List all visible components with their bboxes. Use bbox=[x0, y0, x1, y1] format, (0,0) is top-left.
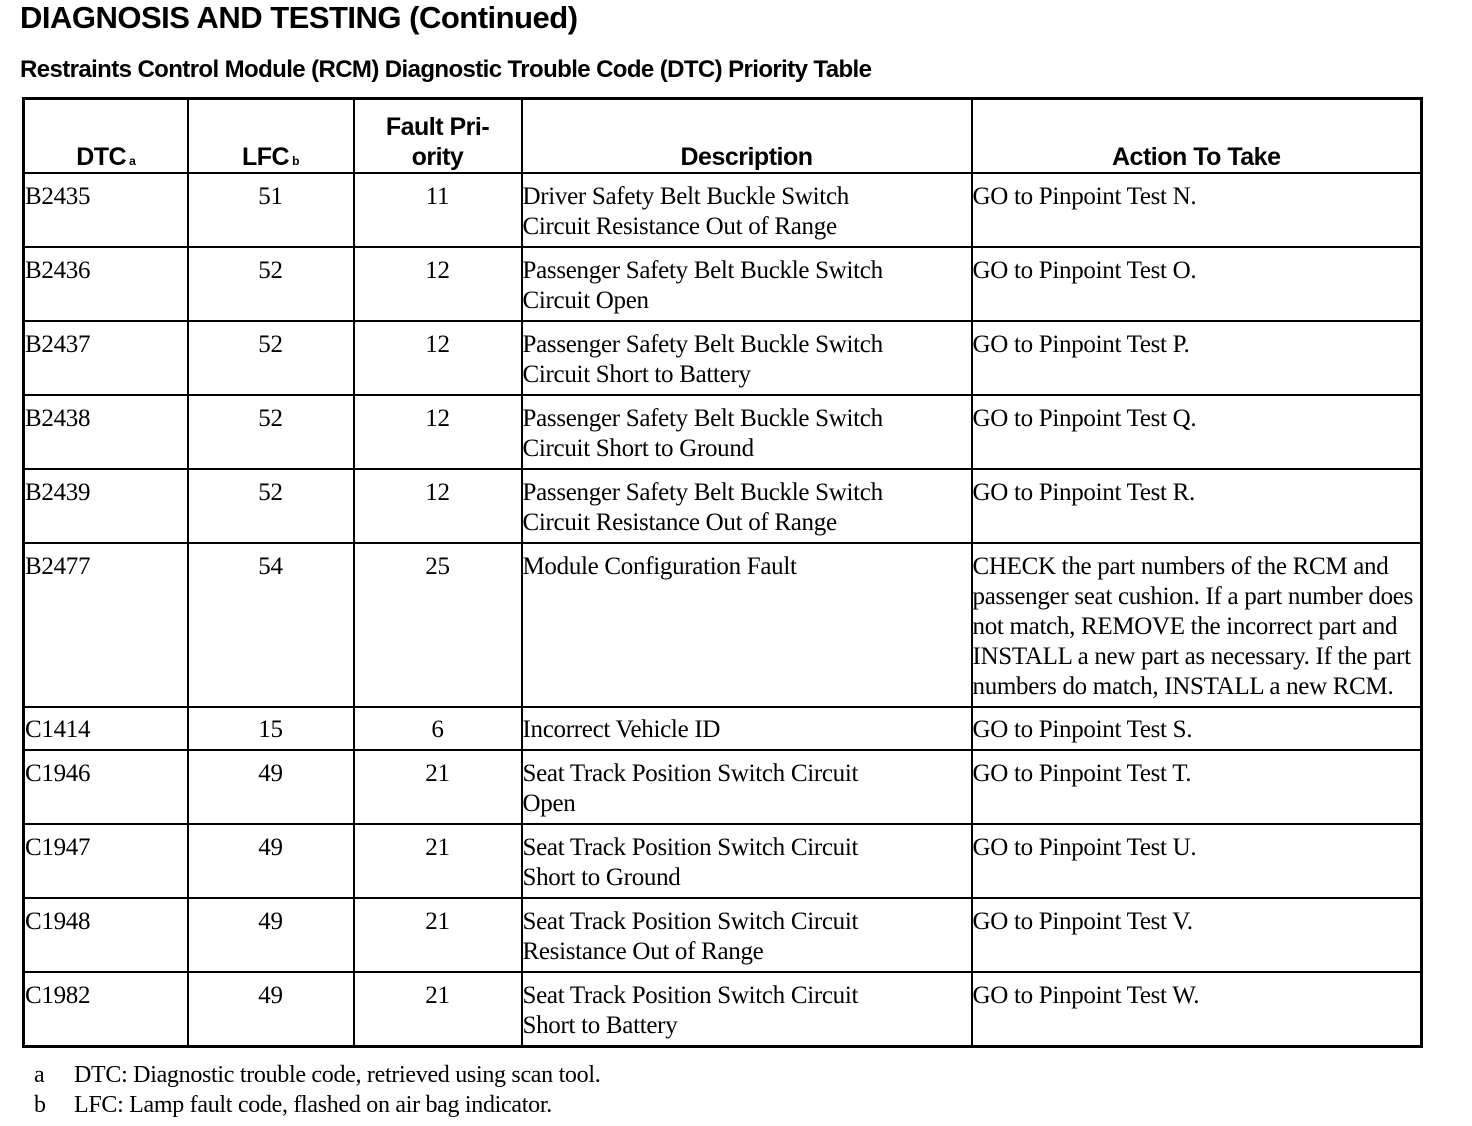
cell-priority: 12 bbox=[354, 321, 522, 395]
cell-priority: 12 bbox=[354, 469, 522, 543]
table-row bbox=[24, 750, 1422, 824]
table-row bbox=[24, 898, 1422, 972]
cell-priority: 6 bbox=[354, 707, 522, 750]
footnote-mark: a bbox=[34, 1062, 45, 1088]
cell-priority: 25 bbox=[354, 543, 522, 707]
cell-dtc: C1982 bbox=[24, 972, 188, 1047]
cell-description: Incorrect Vehicle ID bbox=[522, 707, 972, 750]
cell-description: Driver Safety Belt Buckle Switch Circuit Resistance Out of Range bbox=[522, 173, 972, 247]
table-row bbox=[24, 469, 1422, 543]
cell-action: GO to Pinpoint Test Q. bbox=[972, 395, 1422, 469]
cell-dtc: B2439 bbox=[24, 469, 188, 543]
cell-description: Seat Track Position Switch Circuit Open bbox=[522, 750, 972, 824]
cell-priority: 12 bbox=[354, 247, 522, 321]
cell-action: GO to Pinpoint Test S. bbox=[972, 707, 1422, 750]
header-fault-priority: Fault Pri- ority bbox=[354, 99, 522, 174]
cell-dtc: C1948 bbox=[24, 898, 188, 972]
table-title: Restraints Control Module (RCM) Diagnostic Trouble Code (DTC) Priority Table bbox=[20, 56, 872, 83]
cell-action: GO to Pinpoint Test V. bbox=[972, 898, 1422, 972]
header-description: Description bbox=[522, 99, 972, 174]
cell-action: GO to Pinpoint Test P. bbox=[972, 321, 1422, 395]
footnote-b bbox=[34, 1090, 600, 1120]
table-row bbox=[24, 321, 1422, 395]
cell-description: Seat Track Position Switch Circuit Short to Battery bbox=[522, 972, 972, 1047]
cell-action: GO to Pinpoint Test N. bbox=[972, 173, 1422, 247]
section-title: DIAGNOSIS AND TESTING (Continued) bbox=[20, 0, 578, 35]
footnote-a bbox=[34, 1060, 600, 1090]
cell-description: Passenger Safety Belt Buckle Switch Circuit Resistance Out of Range bbox=[522, 469, 972, 543]
cell-priority: 21 bbox=[354, 898, 522, 972]
table-row bbox=[24, 173, 1422, 247]
table-row bbox=[24, 543, 1422, 707]
footnote-text: DTC: Diagnostic trouble code, retrieved using scan tool. bbox=[74, 1062, 601, 1088]
header-lfc: LFC $^b$ bbox=[188, 99, 354, 174]
cell-description: Seat Track Position Switch Circuit Short to Ground bbox=[522, 824, 972, 898]
cell-description: Seat Track Position Switch Circuit Resistance Out of Range bbox=[522, 898, 972, 972]
header-dtc: DTC $^a$ bbox=[24, 99, 188, 174]
cell-dtc: B2437 bbox=[24, 321, 188, 395]
cell-lfc: 49 bbox=[188, 972, 354, 1047]
table-header-row bbox=[24, 99, 1422, 174]
table-row bbox=[24, 972, 1422, 1047]
footnotes bbox=[34, 1060, 600, 1120]
footnote-ref-b: b bbox=[292, 154, 299, 168]
cell-dtc: B2436 bbox=[24, 247, 188, 321]
cell-lfc: 49 bbox=[188, 824, 354, 898]
cell-priority: 12 bbox=[354, 395, 522, 469]
cell-action: GO to Pinpoint Test R. bbox=[972, 469, 1422, 543]
cell-dtc: C1414 bbox=[24, 707, 188, 750]
cell-lfc: 52 bbox=[188, 247, 354, 321]
table-row bbox=[24, 707, 1422, 750]
cell-lfc: 52 bbox=[188, 469, 354, 543]
cell-lfc: 51 bbox=[188, 173, 354, 247]
cell-priority: 21 bbox=[354, 824, 522, 898]
cell-dtc: C1946 bbox=[24, 750, 188, 824]
cell-lfc: 49 bbox=[188, 750, 354, 824]
cell-priority: 21 bbox=[354, 972, 522, 1047]
cell-lfc: 52 bbox=[188, 321, 354, 395]
cell-lfc: 15 bbox=[188, 707, 354, 750]
cell-description: Module Configuration Fault bbox=[522, 543, 972, 707]
cell-description: Passenger Safety Belt Buckle Switch Circuit Open bbox=[522, 247, 972, 321]
cell-dtc: C1947 bbox=[24, 824, 188, 898]
table-row bbox=[24, 395, 1422, 469]
cell-priority: 11 bbox=[354, 173, 522, 247]
cell-action: GO to Pinpoint Test W. bbox=[972, 972, 1422, 1047]
cell-priority: 21 bbox=[354, 750, 522, 824]
footnote-ref-a: a bbox=[129, 154, 136, 168]
cell-lfc: 49 bbox=[188, 898, 354, 972]
cell-action: GO to Pinpoint Test T. bbox=[972, 750, 1422, 824]
footnote-mark: b bbox=[34, 1092, 46, 1118]
dtc-priority-table bbox=[22, 97, 1423, 1048]
cell-description: Passenger Safety Belt Buckle Switch Circuit Short to Battery bbox=[522, 321, 972, 395]
cell-dtc: B2438 bbox=[24, 395, 188, 469]
cell-description: Passenger Safety Belt Buckle Switch Circuit Short to Ground bbox=[522, 395, 972, 469]
cell-action: GO to Pinpoint Test U. bbox=[972, 824, 1422, 898]
header-action: Action To Take bbox=[972, 99, 1422, 174]
cell-dtc: B2435 bbox=[24, 173, 188, 247]
cell-lfc: 54 bbox=[188, 543, 354, 707]
table-row bbox=[24, 247, 1422, 321]
footnote-text: LFC: Lamp fault code, flashed on air bag indicator. bbox=[74, 1092, 552, 1118]
cell-dtc: B2477 bbox=[24, 543, 188, 707]
cell-action: CHECK the part numbers of the RCM and passenger seat cushion. If a part number does not match, REMOVE the incorrect part and INSTALL a new part as necessary. If the part numbers do match, INSTALL a new RCM. bbox=[972, 543, 1422, 707]
table-row bbox=[24, 824, 1422, 898]
cell-lfc: 52 bbox=[188, 395, 354, 469]
cell-action: GO to Pinpoint Test O. bbox=[972, 247, 1422, 321]
